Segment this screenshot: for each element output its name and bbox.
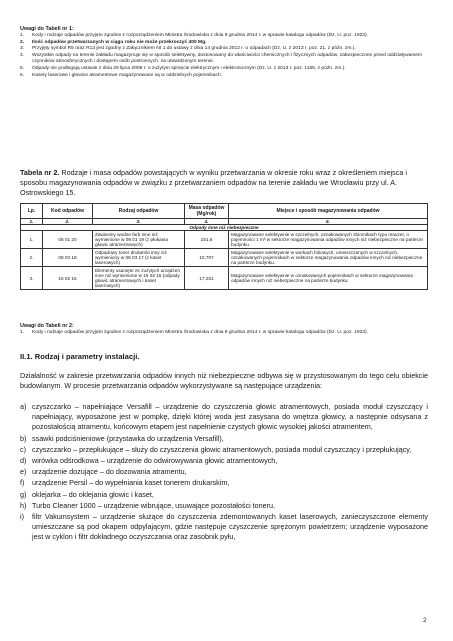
notes-table1-title: Uwagi do Tabeli nr 1: [20, 26, 74, 32]
list-text: filtr Vakumsystem – urządzenie służące do czyszczenia zdemontowanych kaset laserowych, zanieczyszczone elementy umieszczane są pod okapem odpylającym, gdzie następuje czyszczenie sprężonym powietrzem; urządzenie wyposażone jest w cyklon i filtr dokładnego oczyszczania oraz zasobnik pyłu, [32, 512, 428, 542]
note-text: Odpady nie podlegają ustawie z dnia 29 lipca 2005 r. o zużytym sprzęcie elektrycznym i elektronicznym (Dz. U. z 2013 r. poz. 1155, z późn. zm.). [32, 65, 346, 71]
row-mass: 10,707 [185, 249, 229, 267]
list-item [20, 501, 428, 511]
row-mass: 17,251 [185, 267, 229, 290]
list-item [20, 445, 428, 455]
list-marker: g) [20, 489, 27, 499]
note-number: 4. [20, 52, 25, 58]
row-code: 16 02 16 [43, 267, 93, 290]
note-item [20, 33, 426, 40]
list-marker: f) [20, 478, 25, 488]
row-storage: Magazynowane selektywnie w oznakowanych pojemnikach w sektorze magazynowania odpadów innych niż niebezpieczne na parterze budynku. [229, 267, 428, 290]
index-cell: 5. [229, 219, 428, 225]
row-type: Odpadowy toner drukarski inny niż wymieniony w 08 03 17 (z kaset laserowych) [93, 249, 185, 267]
index-cell: 2. [43, 219, 93, 225]
note-text: Kasety laserowe i głowice atramentowe magazynowane są w oddzielnych pojemnikach. [32, 72, 223, 78]
note-number: 5. [20, 65, 25, 71]
note-text: Wszystkie odpady na terenie zakładu magazynuje się w sposób selektywny, dostosowany do właściwości chemicznych i fizycznych odpadów, zabezpieczone przed oddziaływaniem czynników atmosferycznych i dostępem osób postronnych, na utwardzonym terenie. [32, 52, 422, 65]
section-intro: Działalność w zakresie przetwarzania odpadów innych niż niebezpieczne odbywa się w przystosowanym do tego celu obiekcie budowlanym. W procesie przetwarzania odpadów wykorzystywane są następujące urządzenia: [20, 371, 428, 391]
page-number: 2 [423, 617, 427, 624]
note-item [20, 46, 426, 53]
row-type: Zawiesiny wodne farb inne niż wymienione w 08 01 19 (z płukania głowic atramentowych) [93, 231, 185, 249]
list-marker: e) [20, 467, 27, 477]
table-row [21, 249, 428, 267]
list-text: czyszczarko – przepłukujące – służy do czyszczenia głowic atramentowych, posiada moduł czyszczący i przepłukujący, [32, 444, 412, 454]
list-item [20, 490, 428, 500]
list-item [20, 402, 428, 433]
table2-caption-lead: Tabela nr 2. [20, 168, 60, 177]
note-item [20, 66, 426, 73]
notes-table1-list [20, 33, 426, 79]
note-number: 1. [20, 33, 25, 38]
note-item [20, 53, 426, 66]
note-number: 6. [20, 72, 25, 78]
note-text: Przyjęty symbol R5 oraz R13 jest zgodny z Załącznikiem Nr 1 do ustawy z dnia 14 grudnia 2012 r. o odpadach (Dz. U. z 2013 r. poz. 21, z późn. zm.). [32, 46, 356, 52]
row-lp: 1. [21, 231, 43, 249]
table-header-row [21, 204, 428, 219]
list-item [20, 467, 428, 477]
row-storage: Magazynowane selektywnie w workach foliowych, umieszczanych w szczelnych, oznakowanych pojemnikach w sektorze magazynowania odpadów innych niż niebezpieczne na parterze budynku. [229, 249, 428, 267]
row-type: Elementy usunięte ze zużytych urządzeń inne niż wymienione w 16 02 15 (odpady głowic atramentowych i kaset laserowych) [93, 267, 185, 290]
section-heading: II.1. Rodzaj i parametry instalacji. [20, 352, 140, 361]
equipment-list [20, 402, 428, 544]
note-item [20, 73, 426, 80]
index-cell: 3. [93, 219, 185, 225]
note-text: Ilość odpadów przetwarzanych w ciągu roku nie może przekroczyć 400 Mg. [32, 39, 207, 45]
note-number: 2. [20, 39, 25, 45]
row-lp: 3. [21, 267, 43, 290]
row-code: 08 01 20 [43, 231, 93, 249]
list-item [20, 478, 428, 488]
header-lp: Lp. [21, 204, 43, 219]
list-item [20, 512, 428, 543]
table-row [21, 231, 428, 249]
header-code: Kod odpadów [43, 204, 93, 219]
note-number: 1. [20, 329, 25, 335]
list-marker: d) [20, 456, 27, 466]
header-type: Rodzaj odpadów [93, 204, 185, 219]
note-number: 3. [20, 46, 25, 52]
index-cell: 1. [21, 219, 43, 225]
list-marker: h) [20, 500, 27, 510]
header-mass: Masa odpadów (Mg/rok) [185, 204, 229, 219]
row-code: 08 03 18 [43, 249, 93, 267]
header-storage: Miejsce i sposób magazynowania odpadów [229, 204, 428, 219]
list-text: czyszczarko – napełniające Versafill – urządzenie do czyszczenia głowic atramentowych, posiada moduł czyszczący i napełniający, wyposażone jest w pompkę, dzięki której woda jest zasysana do wnętrza głowicy, a następnie odsysana z pozostałością atramentu, końcowym etapem jest napełnienie czystych głowic wysokiej jakości atramentem, [32, 402, 428, 432]
list-text: Turbo Cleaner 1000 – urządzenie wibrujące, usuwające pozostałości toneru, [32, 500, 276, 510]
list-marker: a) [20, 402, 27, 411]
list-text: wirówka odśrodkowa – urządzenie do odwirowywania głowic atramentowych, [32, 456, 278, 466]
table2-caption [20, 168, 426, 198]
notes-table2-title: Uwagi do Tabeli nr 2: [20, 323, 74, 329]
list-item [20, 434, 428, 444]
list-marker: c) [20, 444, 26, 454]
index-cell: 4. [185, 219, 229, 225]
table2-caption-text: Rodzaje i masa odpadów powstających w wyniku przetwarzania w okresie roku wraz z określeniem miejsca i sposobu magazynowania odpadów w związku z przetwarzaniem odpadów na terenie zakładu we Wrocławiu przy ul. A. Ostrowskiego 15. [20, 168, 407, 197]
note-text: Kody i rodzaje odpadów przyjęto zgodnie z rozporządzeniem Ministra Środowiska z dnia 9 grudnia 2014 r. w sprawie katalogu odpadów (Dz. U. poz. 1923). [32, 329, 369, 335]
note-item [20, 330, 426, 337]
row-mass: 151,6 [185, 231, 229, 249]
list-text: urządzenie dozujące – do dozowania atramentu, [32, 467, 187, 477]
table-row [21, 267, 428, 290]
list-item [20, 456, 428, 466]
waste-table [20, 203, 428, 290]
row-lp: 2. [21, 249, 43, 267]
row-storage: Magazynowane selektywnie w szczelnych, oznakowanych zbiornikach typu mauzer, o pojemności 1 m³ w sektorze magazynowania odpadów innych niż niebezpieczne na parterze budynku. [229, 231, 428, 249]
list-marker: i) [20, 512, 24, 522]
list-text: ssawki podciśnieniowe (przystawka do urządzenia Versafill), [32, 433, 224, 443]
notes-table2 [20, 323, 426, 336]
list-text: oklejarka – do oklejania głowic i kaset, [32, 489, 154, 499]
group-label: Odpady inne niż niebezpieczne [21, 225, 428, 231]
list-marker: b) [20, 433, 27, 443]
note-text: Kody i rodzaje odpadów przyjęto zgodnie z rozporządzeniem Ministra Środowiska z dnia 9 grudnia 2014 r. w sprawie katalogu odpadów (Dz. U. poz. 1923). [32, 33, 369, 38]
list-text: urządzenie Persil – do wypełniania kaset tonerem drukarskim, [32, 478, 230, 488]
